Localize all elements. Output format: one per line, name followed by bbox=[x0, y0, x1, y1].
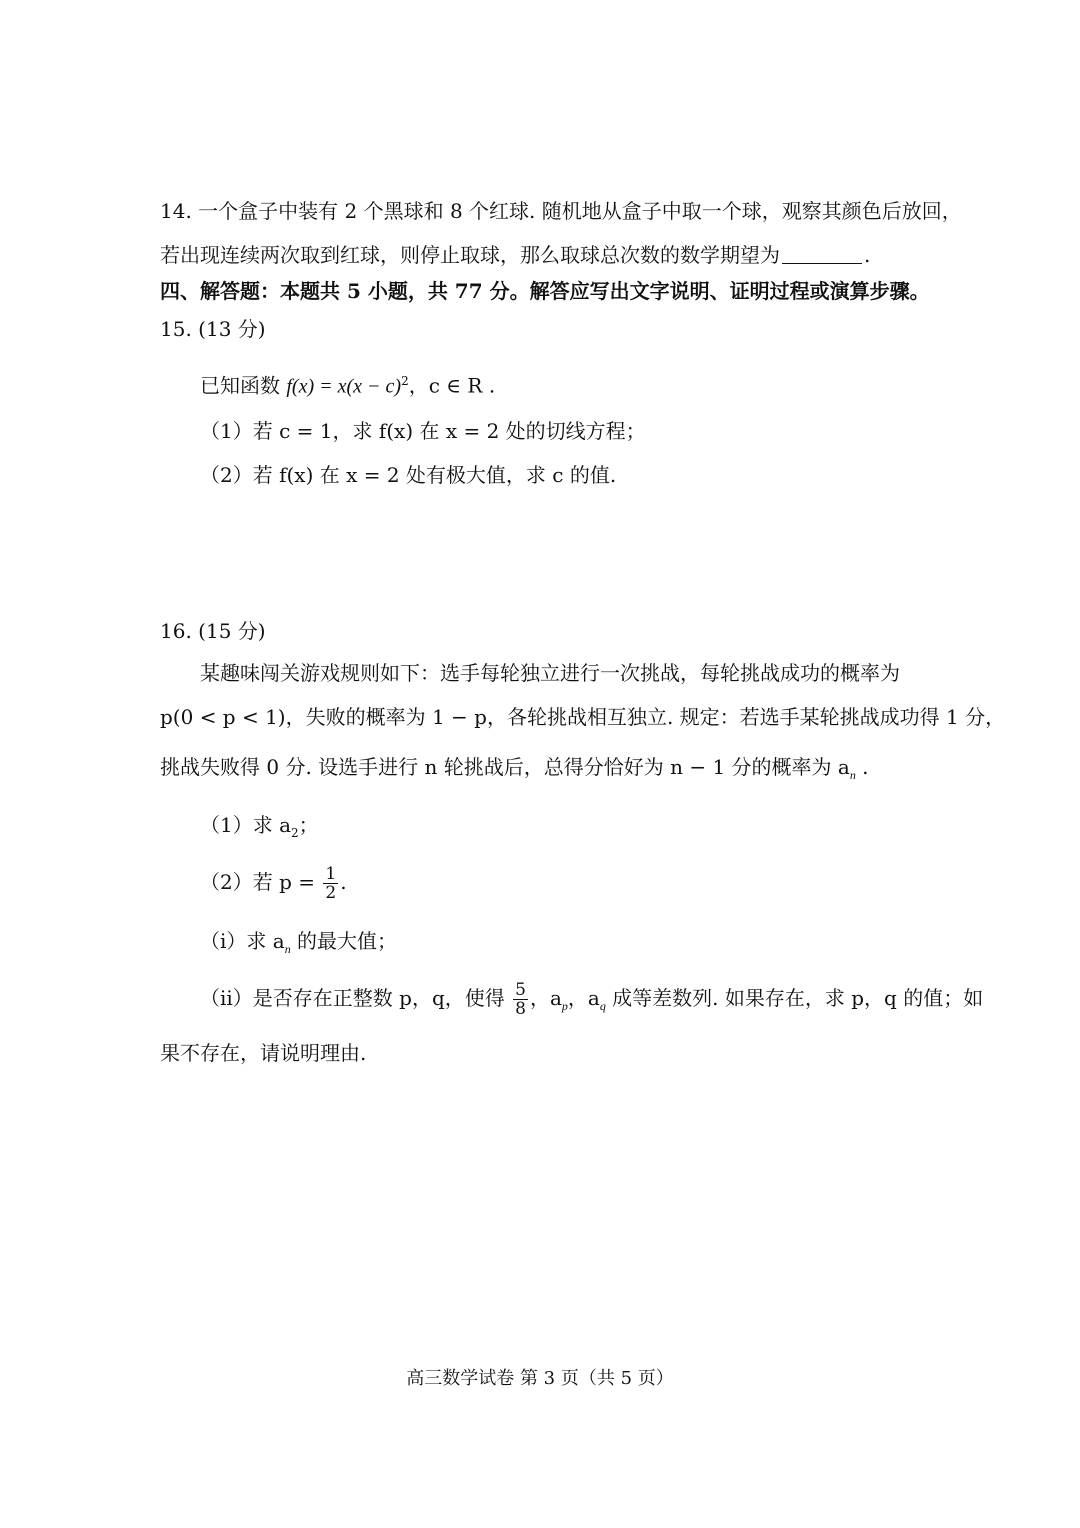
q15-stem-prefix: 已知函数 bbox=[200, 373, 287, 398]
q14-line-1 bbox=[160, 198, 962, 224]
q16-text-3-end: . bbox=[855, 755, 869, 779]
q16-sub-i-subscript: n bbox=[284, 942, 291, 956]
q16-part-1-text: （1）求 a bbox=[200, 813, 292, 837]
q16-line-3 bbox=[160, 754, 869, 788]
q16-sub-i bbox=[200, 928, 397, 962]
q14-line-2 bbox=[160, 242, 870, 268]
q15-part-2-text: （2）若 f(x) 在 x = 2 处有极大值，求 c 的值. bbox=[200, 463, 617, 487]
q16-part-1-sub: 2 bbox=[291, 826, 299, 840]
fraction-numerator: 5 bbox=[515, 980, 526, 1000]
q16-title-text: 16. (15 分) bbox=[160, 619, 266, 643]
q16-subscript-n: n bbox=[849, 768, 856, 782]
q16-sub-i-end: 的最大值； bbox=[290, 929, 398, 953]
page-footer-text: 高三数学试卷 第 3 页（共 5 页） bbox=[406, 1368, 674, 1389]
q14-text-1: 14. 一个盒子中装有 2 个黑球和 8 个红球. 随机地从盒子中取一个球，观察其颜色后放回， bbox=[160, 199, 962, 223]
q15-title-text: 15. (13 分) bbox=[160, 317, 266, 341]
q16-text-2: p(0 < p < 1)，失败的概率为 1 − p，各轮挑战相互独立. 规定：若选手某轮挑战成功得 1 分， bbox=[160, 705, 1006, 729]
q16-part-1 bbox=[200, 812, 319, 846]
section-heading bbox=[160, 278, 930, 304]
q15-formula-exp: 2 bbox=[401, 374, 409, 388]
q16-line-1 bbox=[200, 660, 900, 686]
fraction-five-eighths bbox=[513, 981, 528, 1018]
subscript-q: q bbox=[599, 999, 606, 1013]
q16-sub-ii-ap: ，a bbox=[529, 986, 562, 1010]
fraction-denominator: 8 bbox=[515, 999, 526, 1019]
page-footer bbox=[0, 1364, 1080, 1390]
fraction-one-half bbox=[323, 865, 338, 902]
q16-part-1-end: ； bbox=[298, 813, 319, 837]
q15-part-1 bbox=[200, 418, 646, 444]
q16-sub-ii-text: （ii）是否存在正整数 p，q，使得 bbox=[200, 986, 512, 1010]
subscript-p: p bbox=[561, 999, 568, 1013]
q16-part-2 bbox=[200, 862, 347, 902]
fraction-denominator: 2 bbox=[325, 883, 337, 903]
q16-sub-ii bbox=[200, 978, 983, 1026]
q16-part-2-end: . bbox=[340, 870, 347, 894]
q16-part-2-text: （2）若 p = bbox=[200, 870, 322, 894]
q16-text-3: 挑战失败得 0 分. 设选手进行 n 轮挑战后，总得分恰好为 n − 1 分的概率为 a bbox=[160, 755, 850, 779]
q15-stem bbox=[200, 368, 495, 400]
q16-text-1: 某趣味闯关游戏规则如下：选手每轮独立进行一次挑战，每轮挑战成功的概率为 bbox=[200, 661, 900, 685]
section-heading-text: 四、解答题：本题共 5 小题，共 77 分。解答应写出文字说明、证明过程或演算步骤。 bbox=[160, 279, 930, 303]
q16-sub-i-text: （i）求 a bbox=[200, 929, 285, 953]
q15-part-1-text: （1）若 c = 1，求 f(x) 在 x = 2 处的切线方程； bbox=[200, 419, 646, 443]
answer-blank[interactable] bbox=[782, 245, 862, 264]
q15-formula: f(x) = x(x − c) bbox=[286, 375, 402, 398]
fraction-numerator: 1 bbox=[325, 864, 337, 884]
q16-sub-ii-text-2: 果不存在，请说明理由. bbox=[160, 1041, 367, 1065]
q16-sub-ii-aq: ，a bbox=[567, 986, 600, 1010]
q16-title bbox=[160, 618, 266, 644]
q15-part-2 bbox=[200, 462, 616, 488]
q15-title bbox=[160, 316, 266, 342]
q16-sub-ii-end: 成等差数列. 如果存在，求 p，q 的值；如 bbox=[605, 986, 984, 1010]
q14-text-end: . bbox=[864, 243, 871, 267]
q16-sub-ii-line-2 bbox=[160, 1040, 366, 1066]
q15-stem-suffix: ，c ∈ R . bbox=[408, 373, 496, 398]
q14-text-2: 若出现连续两次取到红球，则停止取球，那么取球总次数的数学期望为 bbox=[160, 243, 780, 267]
q16-line-2 bbox=[160, 704, 1005, 730]
